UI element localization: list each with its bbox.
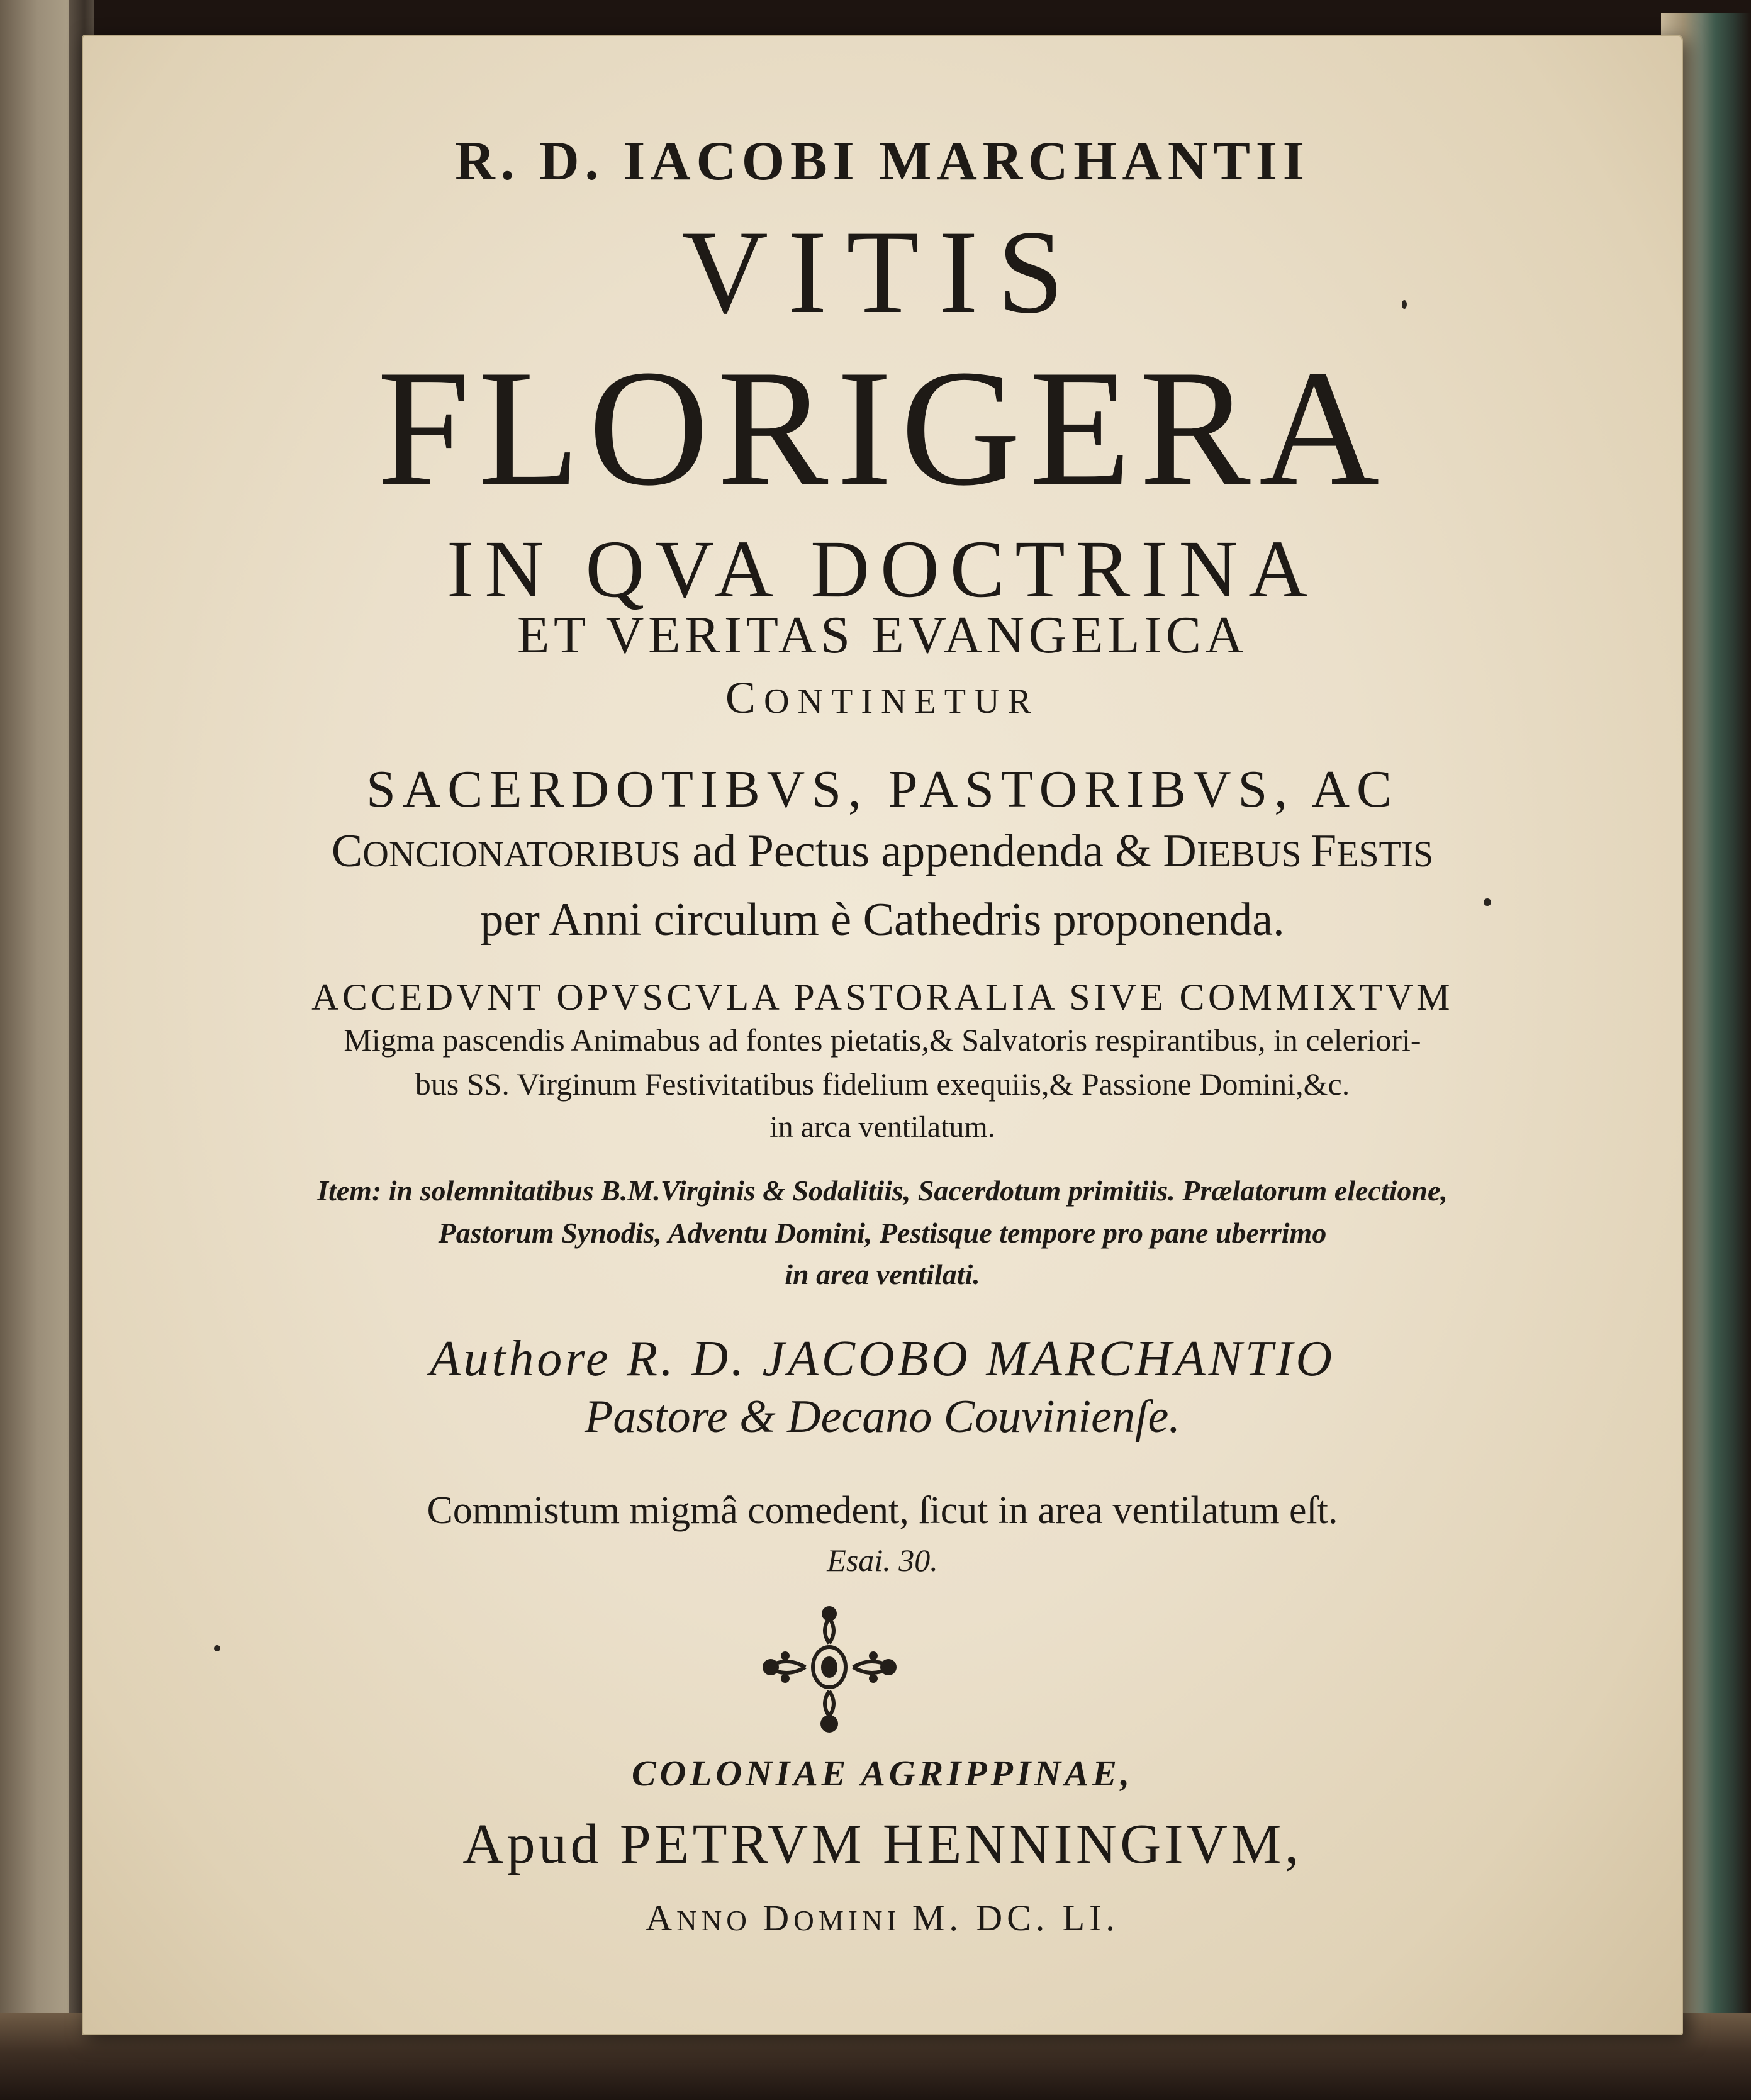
authore-line: Authore R. D. JACOBO MARCHANTIO bbox=[430, 1331, 1335, 1387]
continetur-initial: C bbox=[725, 673, 764, 723]
ink-speck bbox=[1402, 300, 1407, 309]
title-florigera: FLORIGERA bbox=[377, 336, 1388, 520]
author-line: R. D. IACOBI MARCHANTII bbox=[455, 131, 1310, 192]
item-line-2: Pastorum Synodis, Adventu Domini, Pestisque tempore pro pane uberrimo bbox=[438, 1217, 1327, 1249]
ad-pectus-text: ad Pectus appendenda & bbox=[680, 825, 1163, 877]
anno-rest: NNO bbox=[676, 1905, 763, 1936]
diebus-rest: IEBUS bbox=[1196, 835, 1311, 874]
imprint-place: COLONIAE AGRIPPINAE, bbox=[631, 1753, 1134, 1794]
concionatoribus-rest: ONCIONATORIBUS bbox=[362, 835, 681, 874]
dedication-sacerdotibus: SACERDOTIBVS, PASTORIBVS, AC bbox=[366, 760, 1399, 818]
ink-speck bbox=[214, 1645, 220, 1651]
accedunt-line-4: in arca ventilatum. bbox=[769, 1110, 995, 1144]
year-numeral: M. DC. LI. bbox=[912, 1897, 1119, 1938]
diebus-initial: D bbox=[1163, 825, 1197, 877]
imprint-date bbox=[82, 1897, 1683, 1938]
domini-initial: D bbox=[763, 1897, 794, 1938]
festis-rest: ESTIS bbox=[1336, 835, 1434, 874]
motto-line: Commistum migmâ comedent, ſicut in area ventilatum eſt. bbox=[427, 1489, 1338, 1532]
subtitle-et-veritas: ET VERITAS EVANGELICA bbox=[517, 606, 1248, 664]
subtitle-in-qua-doctrina: IN QVA DOCTRINA bbox=[446, 524, 1319, 615]
continetur-rest: ONTINETUR bbox=[764, 682, 1039, 721]
accedunt-line-2: Migma pascendis Animabus ad fontes pietatis,& Salvatoris respirantibus, in celeriori- bbox=[344, 1022, 1421, 1058]
item-line-1: Item: in solemnitatibus B.M.Virginis & Sodalitiis, Sacerdotum primitiis. Prælatorum electione, bbox=[317, 1175, 1448, 1207]
item-line-3: in area ventilati. bbox=[785, 1258, 980, 1290]
dedication-per-anni: per Anni circulum è Cathedris proponenda. bbox=[480, 894, 1285, 946]
festis-initial: F bbox=[1311, 825, 1337, 877]
accedunt-line-3: bus SS. Virginum Festivitatibus fidelium exequiis,& Passione Domini,&c. bbox=[415, 1066, 1350, 1102]
title-vitis: VITIS bbox=[681, 206, 1083, 338]
motto-reference: Esai. 30. bbox=[827, 1543, 938, 1578]
anno-initial: A bbox=[646, 1897, 677, 1938]
accedunt-heading: ACCEDVNT OPVSCVLA PASTORALIA SIVE COMMIXTVM bbox=[311, 976, 1453, 1018]
pastore-line: Pastore & Decano Couvinienſe. bbox=[585, 1391, 1180, 1443]
ink-speck bbox=[1484, 898, 1491, 906]
domini-rest: OMINI bbox=[793, 1905, 912, 1936]
concionatoribus-initial: C bbox=[331, 825, 363, 877]
imprint-printer: Apud PETRVM HENNINGIVM, bbox=[462, 1813, 1302, 1875]
